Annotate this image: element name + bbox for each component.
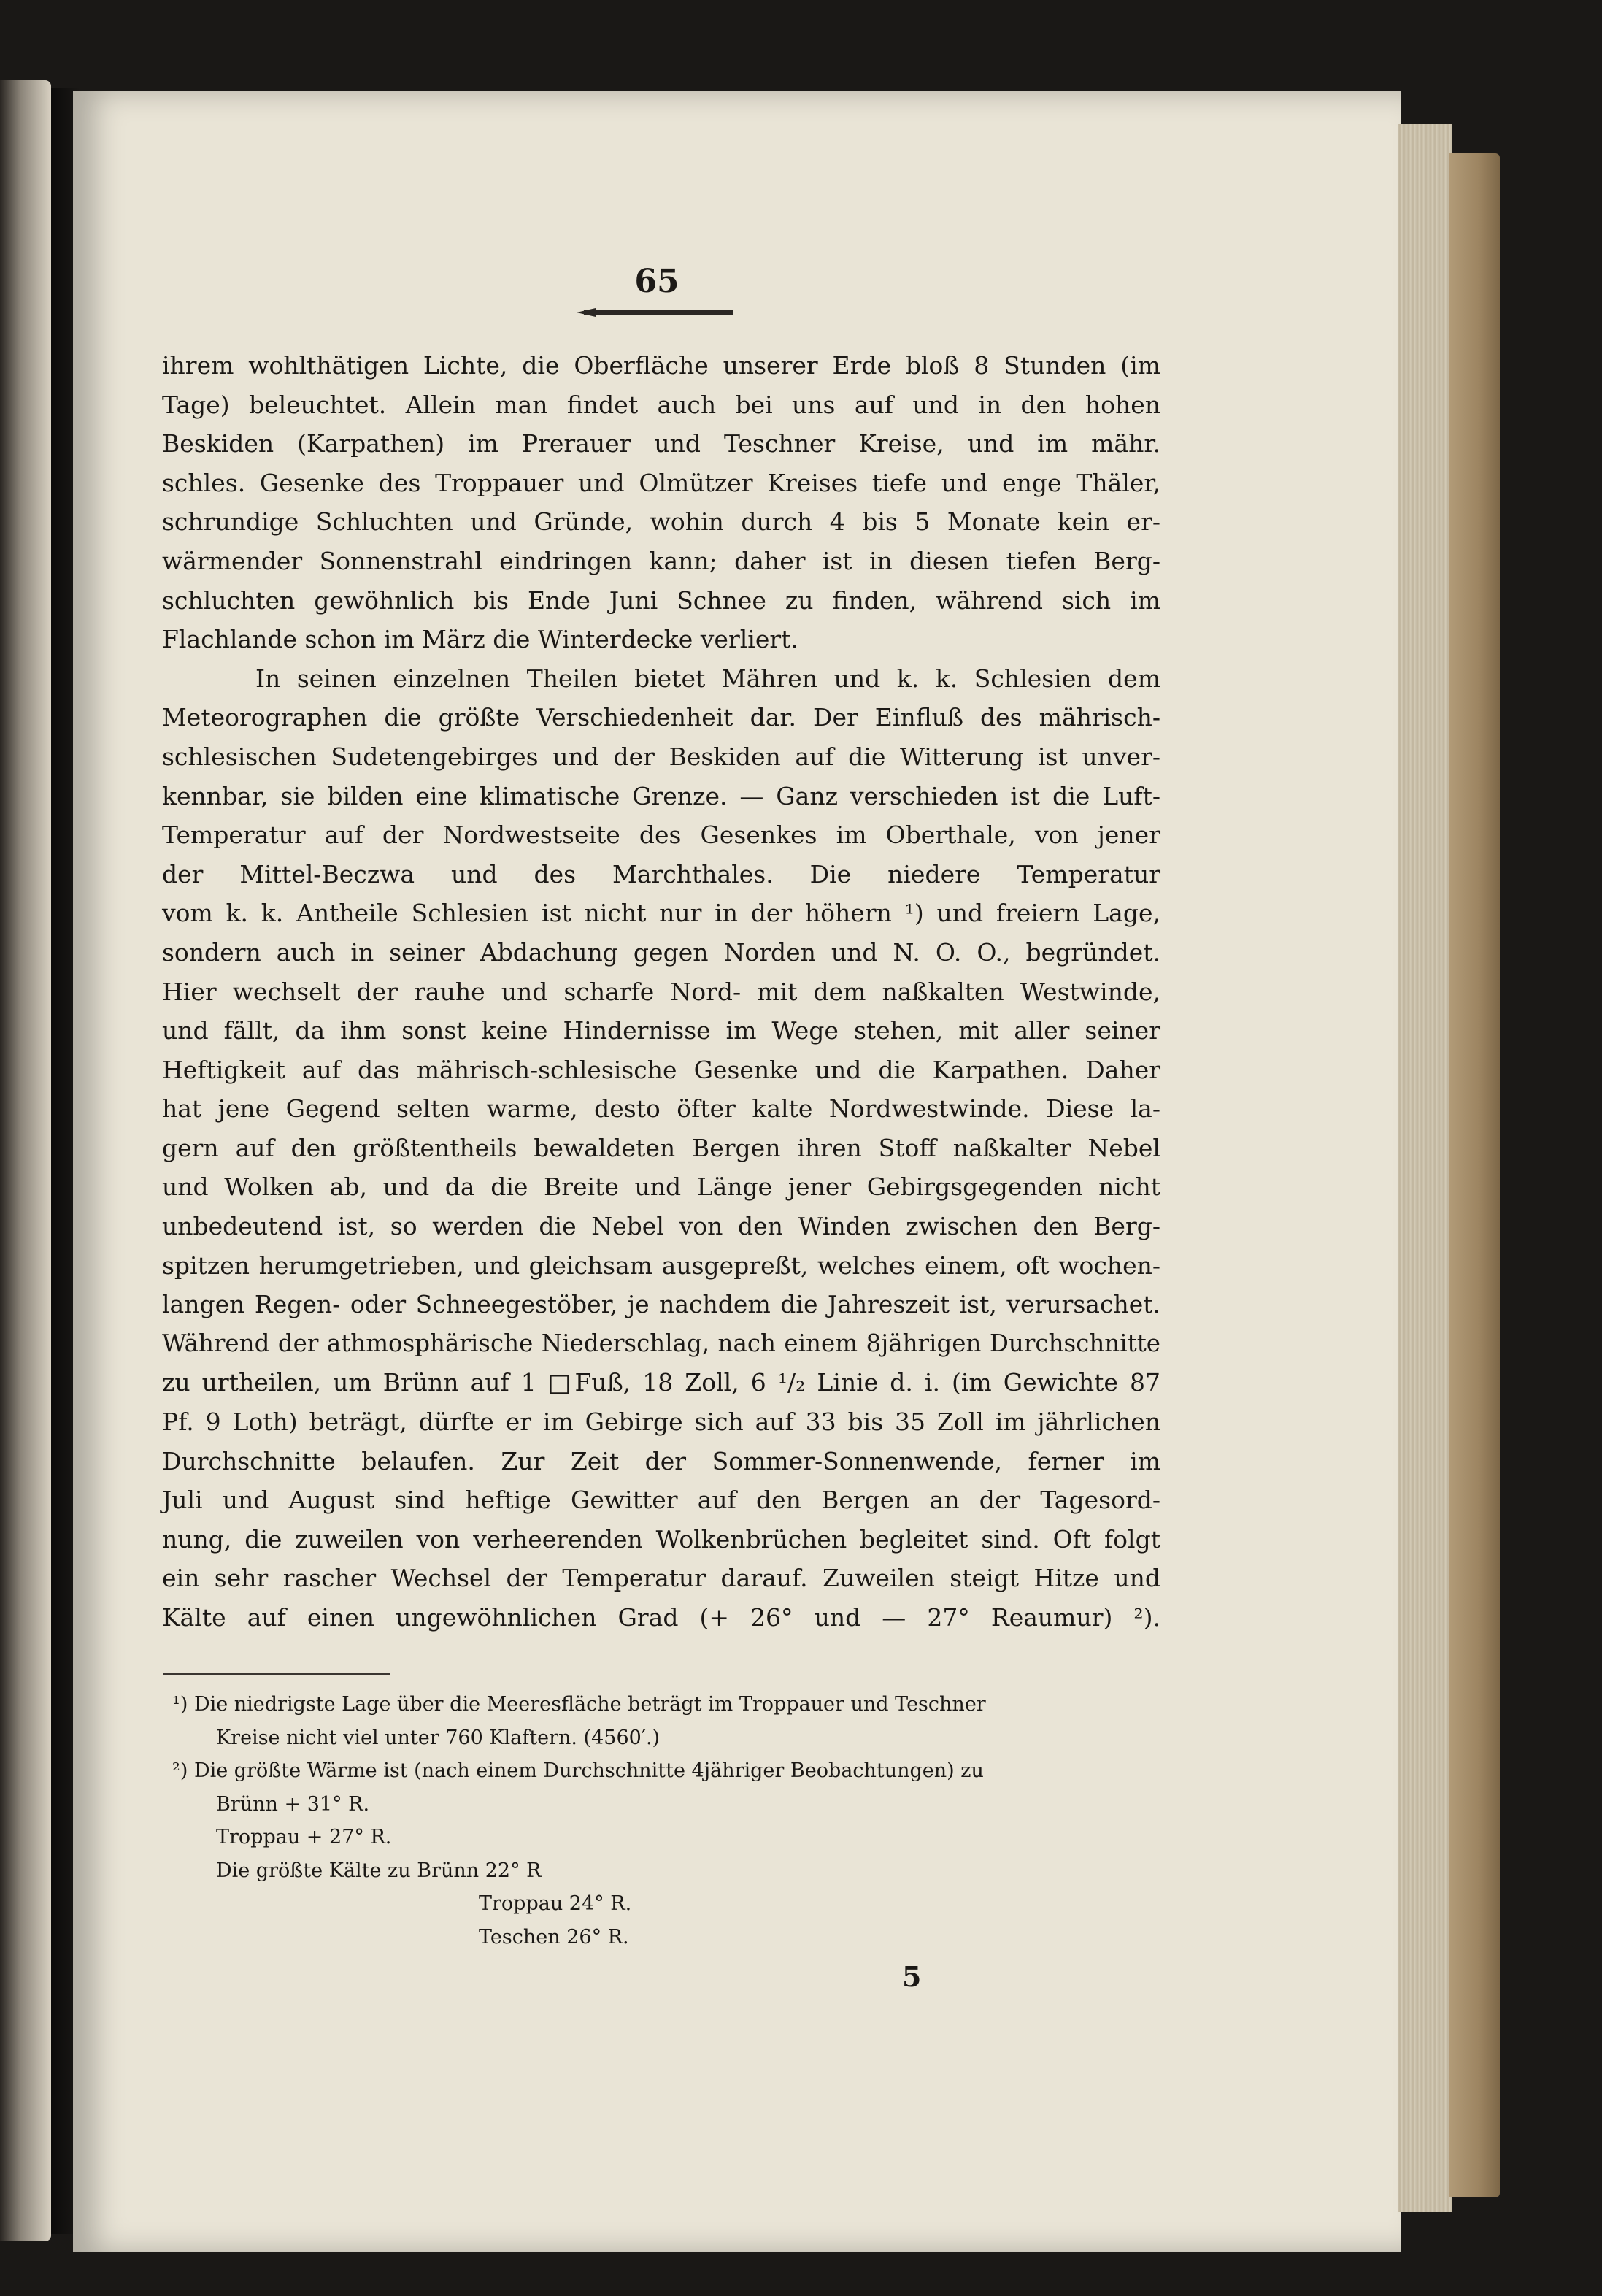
footnote-line: Teschen 26° R. [479,1925,629,1948]
footnote-line: Troppau 24° R. [479,1892,632,1915]
text-line: kennbar, sie bilden eine klimatische Grenze. — Ganz verschieden ist die Luft- [162,781,1160,810]
text-line: Juli und August sind heftige Gewitter auf den Bergen an der Tagesord- [162,1486,1160,1515]
text-line: Flachlande schon im März die Winterdecke verliert. [162,625,798,654]
text-line: schles. Gesenke des Troppauer und Olmützer Kreises tiefe und enge Thäler, [162,468,1160,497]
text-line: Pf. 9 Loth) beträgt, dürfte er im Gebirge sich auf 33 bis 35 Zoll im jährlichen [162,1408,1160,1437]
text-line: schlesischen Sudetengebirges und der Beskiden auf die Witterung ist unver- [162,742,1160,771]
signature-mark: 5 [902,1960,922,1993]
text-line: und fällt, da ihm sonst keine Hindernisse im Wege stehen, mit aller seiner [162,1016,1160,1045]
text-line: Temperatur auf der Nordwestseite des Gesenkes im Oberthale, von jener [162,821,1160,850]
text-line: hat jene Gegend selten warme, desto öfter kalte Nordwestwinde. Diese la- [162,1094,1160,1124]
text-line: Beskiden (Karpathen) im Prerauer und Teschner Kreise, und im mähr. [162,429,1160,458]
text-line: unbedeutend ist, so werden die Nebel von den Winden zwischen den Berg- [162,1212,1160,1241]
main-text [162,346,1160,1637]
page-number: 65 [634,263,679,300]
text-line: langen Regen- oder Schneegestöber, je nachdem die Jahreszeit ist, verursachet. [162,1290,1160,1319]
text-line: ein sehr rascher Wechsel der Temperatur darauf. Zuweilen steigt Hitze und [162,1564,1160,1593]
text-line: Hier wechselt der rauhe und scharfe Nord- mit dem naßkalten Westwinde, [162,977,1160,1006]
text-line: Während der athmosphärische Niederschlag, nach einem 8jährigen Durchschnitte [162,1329,1160,1357]
text-line: vom k. k. Antheile Schlesien ist nicht nur in der höhern ¹) und freiern Lage, [162,899,1160,928]
text-line: zu urtheilen, um Brünn auf 1 □Fuß, 18 Zoll, 6 ¹/₂ Linie d. i. (im Gewichte 87 [162,1368,1160,1397]
footnote-line: Kreise nicht viel unter 760 Klaftern. (4560′.) [216,1726,661,1749]
text-line: nung, die zuweilen von verheerenden Wolkenbrüchen begleitet sind. Oft folgt [162,1524,1160,1554]
text-line: sondern auch in seiner Abdachung gegen Norden und N. O. O., begründet. [162,937,1160,967]
book-cover-edge [1449,153,1500,2197]
text-line: wärmender Sonnenstrahl eindringen kann; daher ist in diesen tiefen Berg- [162,546,1160,575]
footnote-line: ¹) Die niedrigste Lage über die Meeresfläche beträgt im Troppauer und Teschner [172,1693,986,1716]
text-line: ihrem wohlthätigen Lichte, die Oberfläche unserer Erde bloß 8 Stunden (im [162,351,1160,380]
footnotes [172,1688,1165,1954]
text-line: schrundige Schluchten und Gründe, wohin durch 4 bis 5 Monate kein er- [162,507,1160,537]
text-line: der Mittel-Beczwa und des Marchthales. Die niedere Temperatur [162,859,1160,888]
text-line: gern auf den größtentheils bewaldeten Bergen ihren Stoff naßkalter Nebel [162,1133,1160,1162]
text-line: In seinen einzelnen Theilen bietet Mähren und k. k. Schlesien dem [255,664,1160,693]
header-rule [584,310,733,315]
text-line: Durchschnitte belaufen. Zur Zeit der Sommer-Sonnenwende, ferner im [162,1446,1160,1475]
page-stack-edges [1398,124,1452,2212]
footnote-line: Die größte Kälte zu Brünn 22° R [216,1859,542,1882]
text-line: und Wolken ab, und da die Breite und Länge jener Gebirgsgegenden nicht [162,1172,1160,1202]
footnote-line: Troppau + 27° R. [216,1826,392,1848]
text-line: spitzen herumgetrieben, und gleichsam ausgepreßt, welches einem, oft wochen- [162,1251,1160,1280]
text-line: Meteorographen die größte Verschiedenheit dar. Der Einfluß des mährisch- [162,703,1160,732]
text-line: Heftigkeit auf das mährisch-schlesische Gesenke und die Karpathen. Daher [162,1055,1160,1084]
facing-page-edge [0,80,51,2241]
text-line: schluchten gewöhnlich bis Ende Juni Schnee zu finden, während sich im [162,585,1160,615]
footnote-line: ²) Die größte Wärme ist (nach einem Durchschnitte 4jähriger Beobachtungen) zu [172,1759,984,1782]
footnote-rule [163,1673,390,1675]
text-line: Tage) beleuchtet. Allein man findet auch bei uns auf und in den hohen [162,390,1160,419]
footnote-line: Brünn + 31° R. [216,1792,370,1816]
text-line: Kälte auf einen ungewöhnlichen Grad (+ 26° und — 27° Reaumur) ²). [162,1603,1160,1632]
